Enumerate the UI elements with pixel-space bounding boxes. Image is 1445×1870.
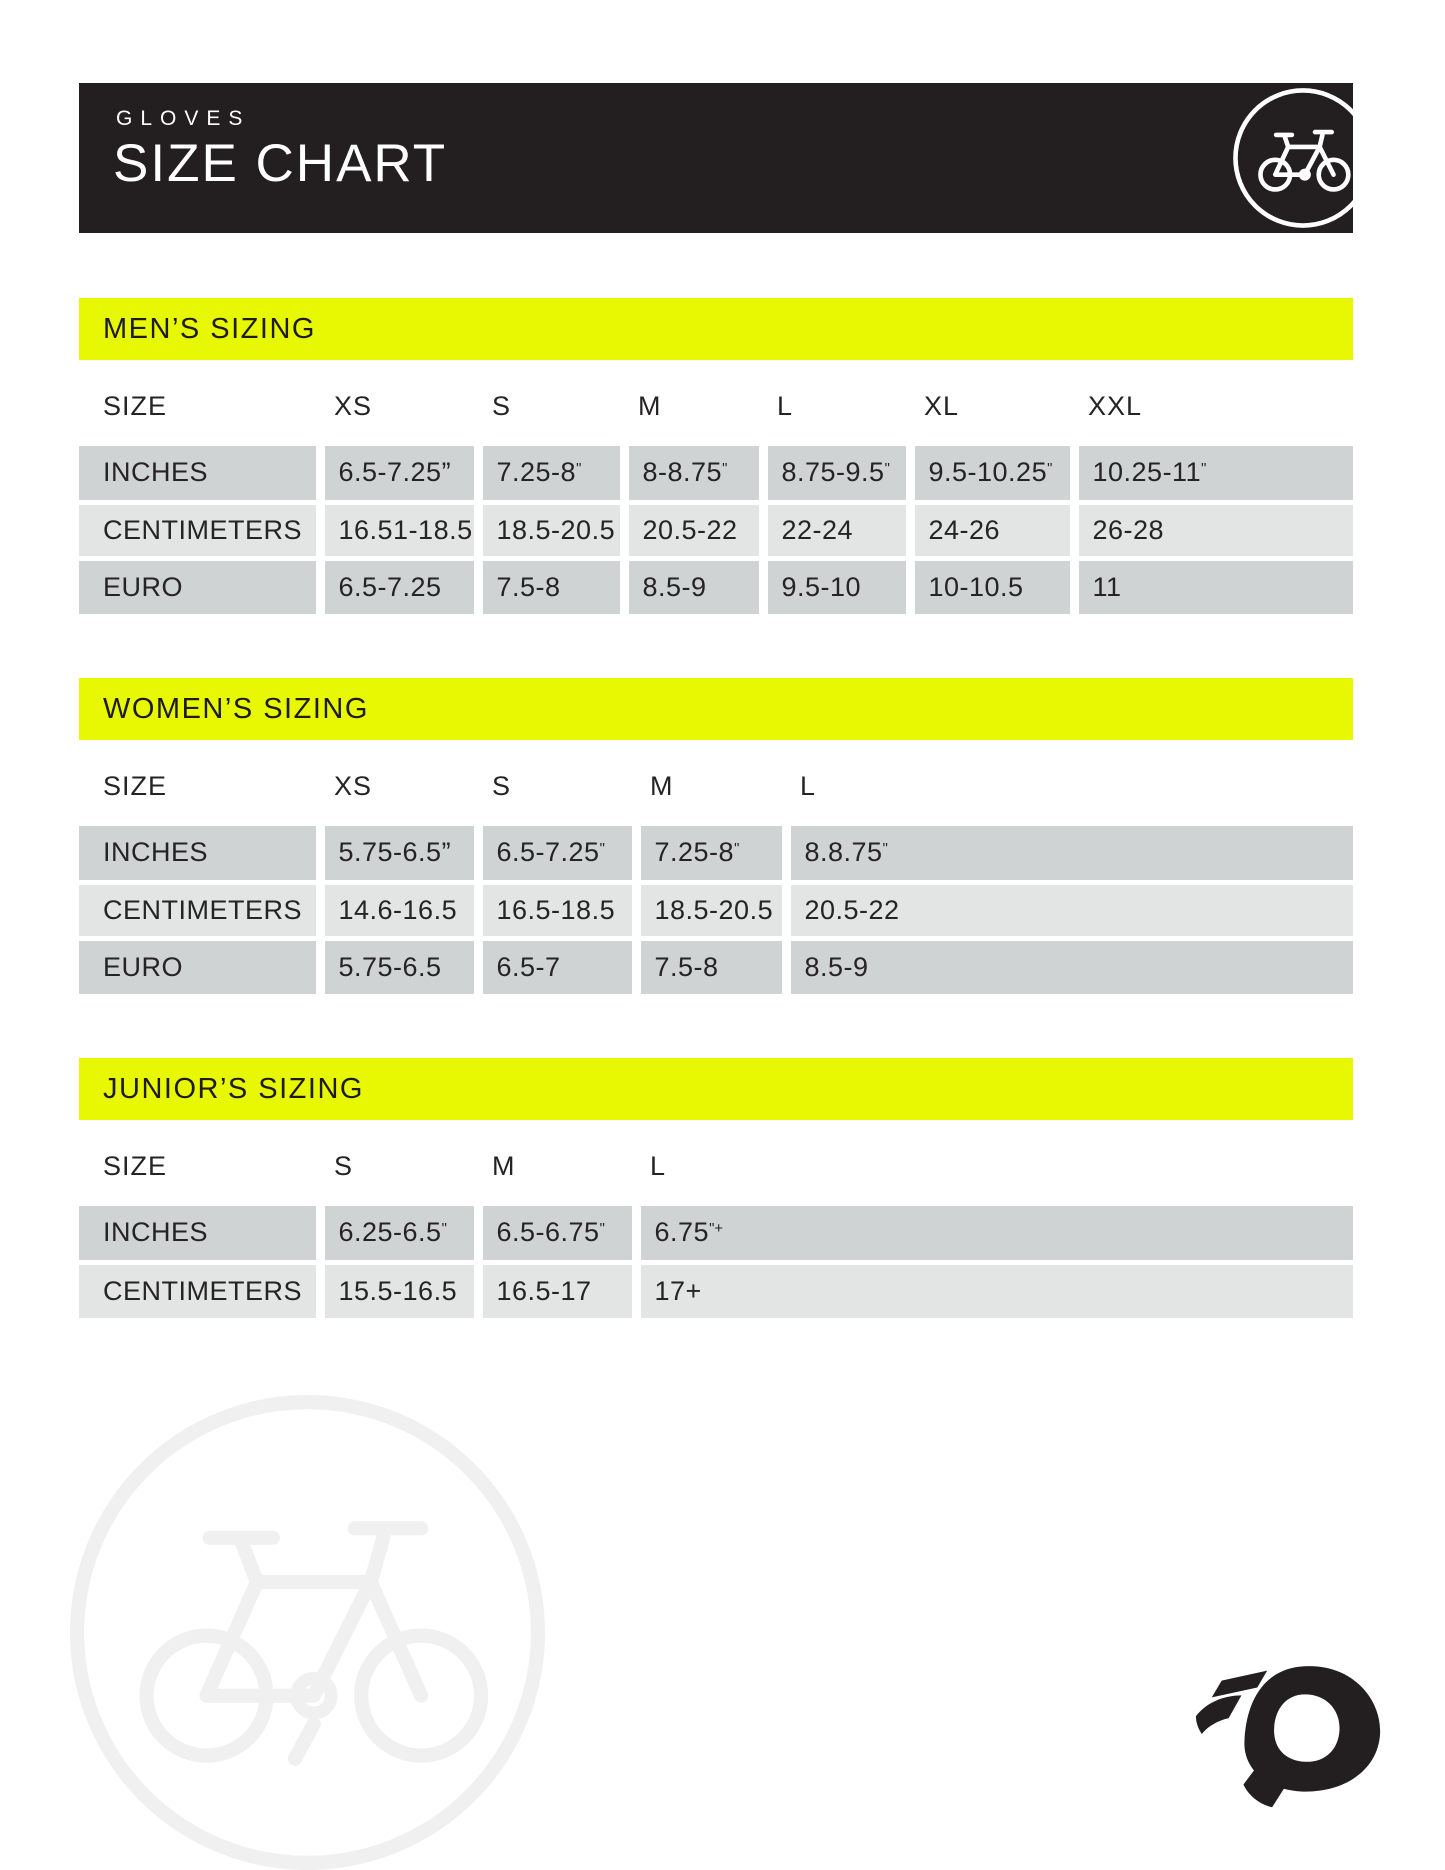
size-value-cell: 11 [1074, 558, 1353, 614]
row-label: INCHES [79, 826, 320, 882]
column-header-xl: XL [910, 385, 1074, 446]
size-value-cell: 16.5-18.5 [478, 882, 636, 938]
table-row-inches [79, 826, 1353, 882]
inch-mark: " [734, 841, 740, 858]
size-label: SIZE [79, 1145, 320, 1206]
size-value-cell: 6.5-7 [478, 938, 636, 994]
size-value-cell: 24-26 [910, 502, 1074, 558]
sizing-table [79, 1145, 1353, 1318]
column-header-s: S [320, 1145, 478, 1206]
column-header-xs: XS [320, 385, 478, 446]
size-header-row [79, 1145, 1353, 1206]
size-value-cell: 6.5-7.25 [320, 558, 478, 614]
inch-mark: " [599, 1221, 605, 1238]
size-value-cell: 9.5-10.25" [910, 446, 1074, 502]
size-value-cell: 10-10.5 [910, 558, 1074, 614]
section-title-bar [79, 298, 1353, 360]
sizing-section-junior-s-sizing [79, 1058, 1353, 1318]
section-title: MEN’S SIZING [103, 312, 316, 345]
inch-mark: "+ [709, 1221, 724, 1238]
column-header-l: L [763, 385, 910, 446]
column-header-m: M [636, 765, 786, 826]
inch-mark: " [576, 461, 582, 478]
size-value-cell: 10.25-11" [1074, 446, 1353, 502]
row-label: CENTIMETERS [79, 882, 320, 938]
row-label: INCHES [79, 1206, 320, 1262]
section-title-bar [79, 1058, 1353, 1120]
sizing-table [79, 385, 1353, 614]
inch-mark: " [599, 841, 605, 858]
row-label: CENTIMETERS [79, 502, 320, 558]
table-row-euro [79, 558, 1353, 614]
column-header-xxl: XXL [1074, 385, 1353, 446]
column-header-s: S [478, 765, 636, 826]
header-banner [79, 83, 1353, 233]
size-value-cell: 18.5-20.5 [478, 502, 624, 558]
size-value-cell: 20.5-22 [624, 502, 763, 558]
size-header-row [79, 385, 1353, 446]
sizing-section-women-s-sizing [79, 678, 1353, 994]
section-title: JUNIOR’S SIZING [103, 1072, 364, 1105]
column-header-m: M [478, 1145, 636, 1206]
bicycle-watermark-icon [55, 1380, 560, 1870]
size-value-cell: 5.75-6.5” [320, 826, 478, 882]
column-header-l: L [636, 1145, 1353, 1206]
section-title: WOMEN’S SIZING [103, 692, 369, 725]
size-value-cell: 26-28 [1074, 502, 1353, 558]
size-value-cell: 17+ [636, 1262, 1353, 1318]
bicycle-circle-icon [1229, 84, 1353, 232]
table-row-inches [79, 1206, 1353, 1262]
size-value-cell: 7.25-8" [478, 446, 624, 502]
inch-mark: " [722, 461, 728, 478]
column-header-s: S [478, 385, 624, 446]
row-label: EURO [79, 558, 320, 614]
table-row-centimeters [79, 1262, 1353, 1318]
page-title: SIZE CHART [113, 134, 448, 193]
inch-mark: " [1047, 461, 1053, 478]
sizing-section-men-s-sizing [79, 298, 1353, 614]
table-row-euro [79, 938, 1353, 994]
table-row-centimeters [79, 882, 1353, 938]
table-row-centimeters [79, 502, 1353, 558]
size-value-cell: 16.51-18.5 [320, 502, 478, 558]
size-value-cell: 6.25-6.5" [320, 1206, 478, 1262]
size-value-cell: 8.8.75" [786, 826, 1353, 882]
size-value-cell: 7.5-8 [478, 558, 624, 614]
size-header-row [79, 765, 1353, 826]
pearl-izumi-logo [1188, 1662, 1386, 1812]
inch-mark: " [441, 1221, 447, 1238]
inch-mark: " [884, 461, 890, 478]
size-value-cell: 6.5-7.25” [320, 446, 478, 502]
size-value-cell: 22-24 [763, 502, 910, 558]
section-title-bar [79, 678, 1353, 740]
size-value-cell: 8.5-9 [786, 938, 1353, 994]
row-label: INCHES [79, 446, 320, 502]
size-value-cell: 6.5-6.75" [478, 1206, 636, 1262]
size-value-cell: 8.5-9 [624, 558, 763, 614]
size-value-cell: 18.5-20.5 [636, 882, 786, 938]
inch-mark: " [1201, 461, 1207, 478]
inch-mark: " [882, 841, 888, 858]
table-row-inches [79, 446, 1353, 502]
size-value-cell: 9.5-10 [763, 558, 910, 614]
sizing-table [79, 765, 1353, 994]
size-value-cell: 6.75"+ [636, 1206, 1353, 1262]
column-header-xs: XS [320, 765, 478, 826]
size-value-cell: 8.75-9.5" [763, 446, 910, 502]
size-value-cell: 15.5-16.5 [320, 1262, 478, 1318]
sizing-sections [79, 298, 1353, 1318]
size-value-cell: 14.6-16.5 [320, 882, 478, 938]
size-label: SIZE [79, 385, 320, 446]
row-label: CENTIMETERS [79, 1262, 320, 1318]
row-label: EURO [79, 938, 320, 994]
column-header-l: L [786, 765, 1353, 826]
size-value-cell: 16.5-17 [478, 1262, 636, 1318]
size-value-cell: 8-8.75" [624, 446, 763, 502]
header-kicker: GLOVES [116, 107, 251, 130]
size-value-cell: 20.5-22 [786, 882, 1353, 938]
size-value-cell: 5.75-6.5 [320, 938, 478, 994]
size-label: SIZE [79, 765, 320, 826]
column-header-m: M [624, 385, 763, 446]
size-value-cell: 6.5-7.25" [478, 826, 636, 882]
size-value-cell: 7.5-8 [636, 938, 786, 994]
size-value-cell: 7.25-8" [636, 826, 786, 882]
